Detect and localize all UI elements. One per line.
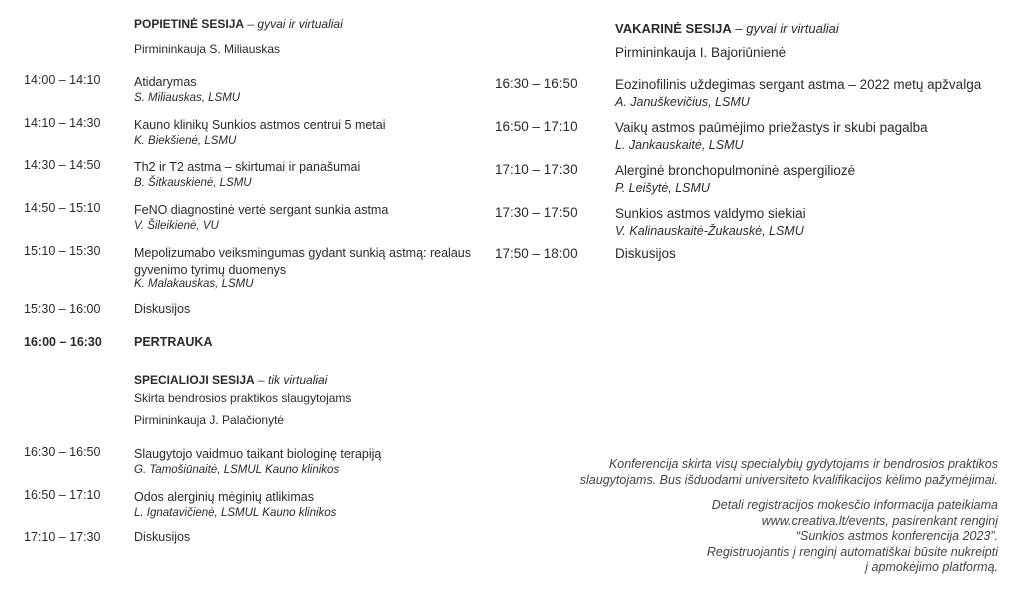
time-slot: 14:10 – 14:30	[24, 116, 101, 130]
time-slot: 15:30 – 16:00	[24, 302, 101, 316]
speaker: L. Ignatavičienė, LSMUL Kauno klinikos	[134, 507, 337, 519]
break-time: 16:00 – 16:30	[24, 335, 102, 349]
agenda-item	[615, 162, 855, 195]
agenda-item	[134, 445, 381, 476]
talk-title: Kauno klinikų Sunkios astmos centrui 5 metai	[134, 118, 386, 132]
speaker: G. Tamošiūnaitė, LSMUL Kauno klinikos	[134, 464, 340, 476]
speaker: A. Januškevičius, LSMU	[615, 95, 750, 109]
talk-title: Sunkios astmos valdymo siekiai	[615, 206, 806, 221]
talk-title: Atidarymas	[134, 75, 197, 89]
agenda-item	[134, 116, 386, 147]
talk-title: Eozinofilinis uždegimas sergant astma – 2022 metų apžvalga	[615, 77, 982, 92]
evening-chair: Pirmininkauja I. Bajoriūnienė	[615, 45, 787, 60]
time-slot: 16:30 – 16:50	[24, 445, 101, 459]
time-slot: 15:10 – 15:30	[24, 244, 101, 258]
talk-title: Alerginė bronchopulmoninė aspergiliozė	[615, 163, 856, 178]
talk-title: Diskusijos	[615, 246, 676, 261]
note-line: “Sunkios astmos konferencija 2023”.	[795, 529, 998, 543]
agenda-item	[134, 201, 388, 232]
note-line: Detali registracijos mokesčio informacija pateikiama	[711, 498, 998, 512]
talk-title: Diskusijos	[134, 530, 191, 544]
session-name: VAKARINĖ SESIJA	[615, 21, 732, 36]
speaker: B. Šitkauskienė, LSMU	[134, 177, 252, 189]
talk-title: Th2 ir T2 astma – skirtumai ir panašumai	[134, 160, 361, 174]
session-mode: – gyvai ir virtualiai	[731, 21, 839, 36]
special-session-heading	[134, 373, 327, 387]
speaker: S. Miliauskas, LSMU	[134, 92, 241, 104]
time-slot: 14:30 – 14:50	[24, 158, 101, 172]
speaker: K. Biekšienė, LSMU	[134, 135, 237, 147]
agenda-item	[615, 205, 806, 238]
speaker: V. Kalinauskaitė-Žukauskė, LSMU	[615, 224, 804, 238]
afternoon-chair: Pirmininkauja S. Miliauskas	[134, 42, 281, 56]
agenda-item	[134, 244, 471, 290]
speaker: P. Leišytė, LSMU	[615, 181, 710, 195]
talk-title: FeNO diagnostinė vertė sergant sunkia astma	[134, 203, 389, 217]
time-slot: 17:50 – 18:00	[495, 246, 578, 261]
evening-session-heading	[615, 21, 839, 36]
talk-title: Slaugytojo vaidmuo taikant biologinę terapiją	[134, 447, 382, 461]
session-mode: – gyvai ir virtualiai	[244, 17, 343, 31]
time-slot: 16:30 – 16:50	[495, 76, 578, 91]
conference-note	[580, 457, 998, 488]
talk-title-continued: gyvenimo tyrimų duomenys	[134, 263, 287, 277]
agenda-item	[134, 158, 360, 189]
speaker: K. Malakauskas, LSMU	[134, 278, 254, 290]
time-slot: 14:50 – 15:10	[24, 201, 101, 215]
note-line: www.creativa.lt/events, pasirenkant renginį	[761, 513, 998, 528]
break-label: PERTRAUKA	[134, 335, 213, 349]
session-name: SPECIALIOJI SESIJA	[134, 373, 255, 387]
talk-title: Odos alerginių mėginių atlikimas	[134, 490, 314, 504]
session-mode: – tik virtualiai	[254, 373, 328, 387]
note-line: Registruojantis į renginį automatiškai būsite nukreipti	[706, 544, 998, 559]
note-line: į apmokėjimo platformą.	[865, 560, 998, 574]
agenda-item	[134, 73, 240, 104]
talk-title: Mepolizumabo veiksmingumas gydant sunkią astmą: realaus	[134, 246, 471, 260]
session-name: POPIETINĖ SESIJA	[134, 17, 245, 31]
time-slot: 17:10 – 17:30	[24, 530, 101, 544]
registration-note	[707, 498, 998, 576]
time-slot: 17:10 – 17:30	[495, 162, 578, 177]
time-slot: 16:50 – 17:10	[495, 119, 578, 134]
note-line: Konferencija skirta visų specialybių gydytojams ir bendrosios praktikos	[608, 457, 998, 471]
agenda-item	[615, 76, 981, 109]
afternoon-session-heading	[134, 17, 343, 31]
agenda-item	[134, 488, 336, 519]
talk-title: Vaikų astmos paūmėjimo priežastys ir skubi pagalba	[615, 120, 928, 135]
time-slot: 17:30 – 17:50	[495, 205, 578, 220]
agenda-item	[615, 119, 928, 152]
time-slot: 14:00 – 14:10	[24, 73, 101, 87]
talk-title: Diskusijos	[134, 302, 191, 316]
note-line: slaugytojams. Bus išduodami universiteto kvalifikacijos kėlimo pažymėjimai.	[579, 472, 998, 487]
special-chair: Pirmininkauja J. Palačionytė	[134, 413, 285, 427]
time-slot: 16:50 – 17:10	[24, 488, 101, 502]
speaker: V. Šileikienė, VU	[134, 220, 219, 232]
speaker: L. Jankauskaitė, LSMU	[615, 138, 744, 152]
special-subtitle: Skirta bendrosios praktikos slaugytojams	[134, 391, 352, 405]
